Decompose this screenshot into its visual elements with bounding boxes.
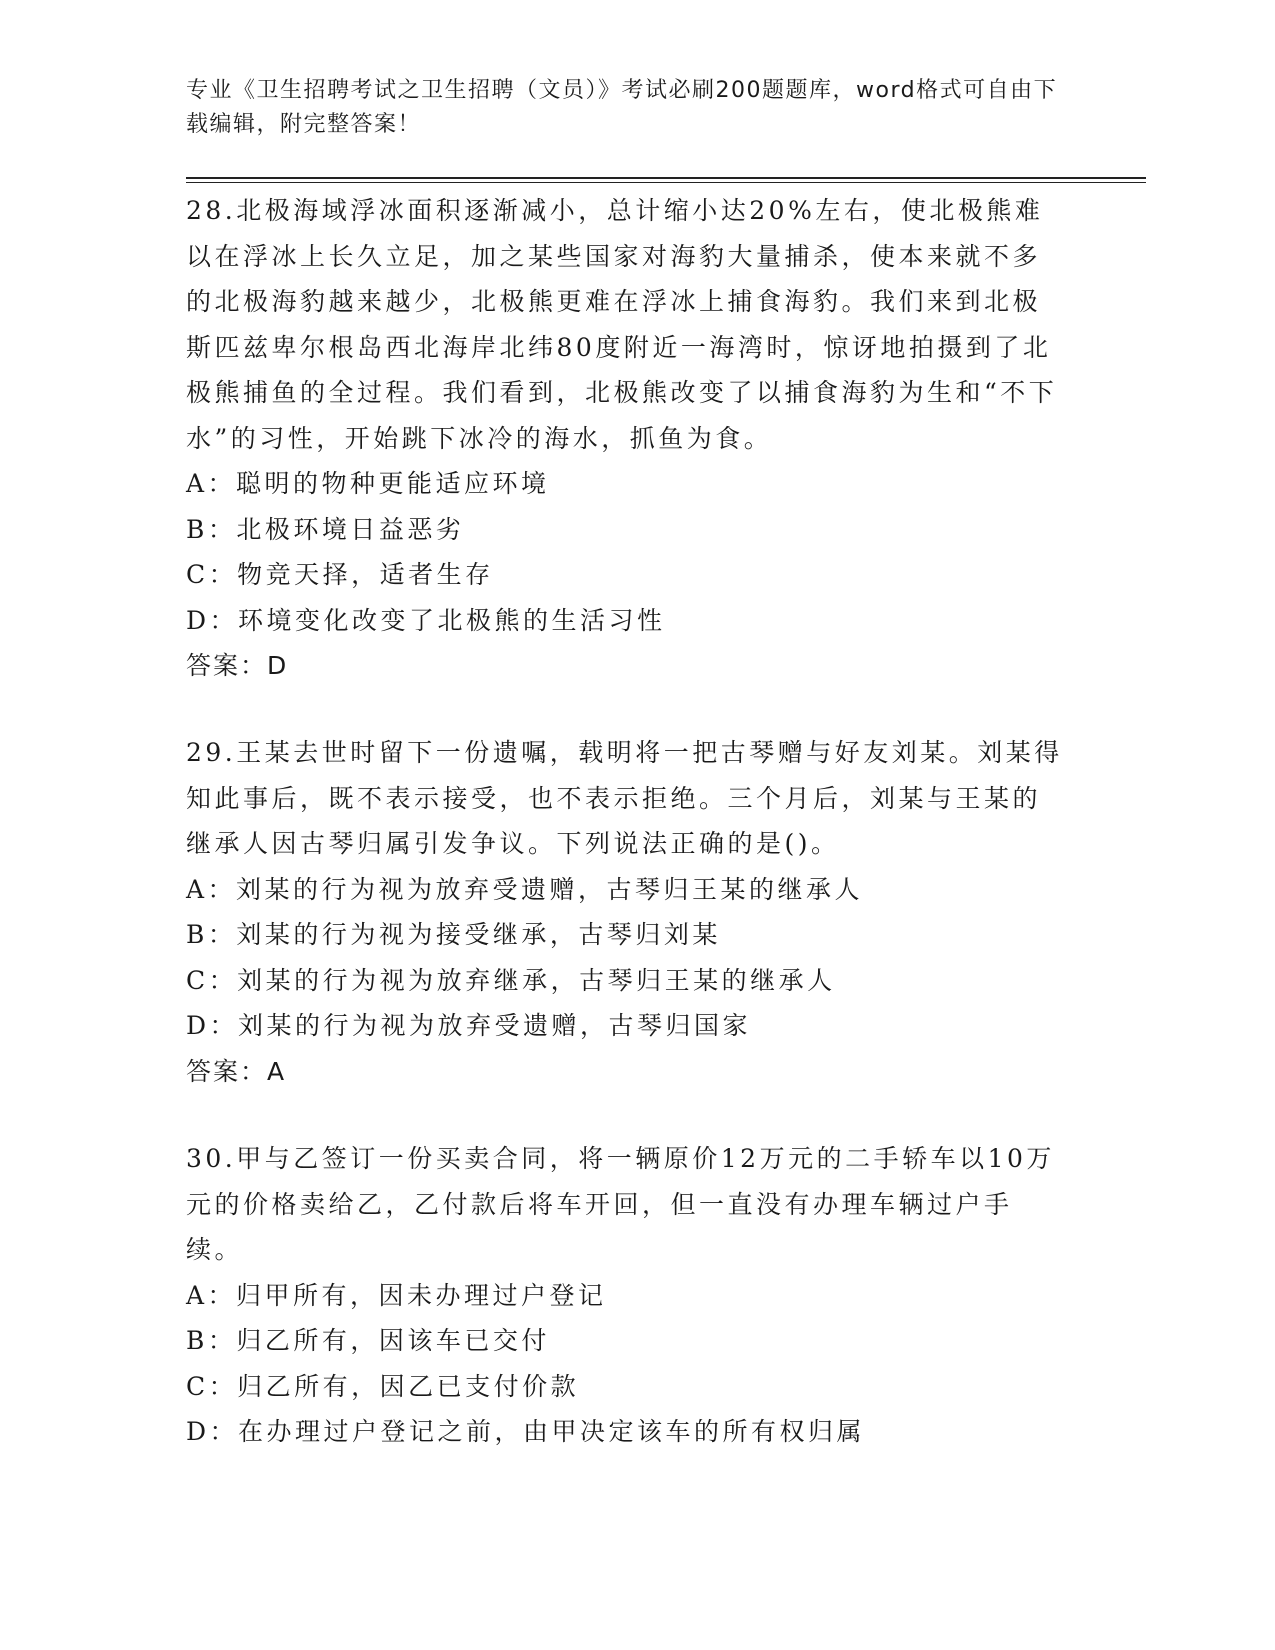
option-c: C：归乙所有，因乙已支付价款 — [186, 1371, 580, 1401]
option-b: B：归乙所有，因该车已交付 — [186, 1326, 550, 1355]
option-a: A：刘某的行为视为放弃受遗赠，古琴归王某的继承人 — [186, 874, 864, 904]
header-divider-thin — [186, 182, 1146, 183]
answer-line: 答案：D — [186, 651, 289, 680]
option-b: B：北极环境日益恶劣 — [186, 514, 465, 544]
question-stem: 29.王某去世时留下一份遗嘱，载明将一把古琴赠与好友刘某。刘某得知此事后，既不表示接受，也不表示拒绝。三个月后，刘某与王某的继承人因古琴归属引发争议。下列说法正确的是()。 — [186, 738, 1063, 858]
option-d: D：在办理过户登记之前，由甲决定该车的所有权归属 — [186, 1417, 866, 1446]
option-c: C：物竞天择，适者生存 — [186, 560, 494, 589]
question-29 — [186, 730, 1066, 1094]
option-d: D：刘某的行为视为放弃受遗赠，古琴归国家 — [186, 1011, 752, 1040]
question-stem: 30.甲与乙签订一份买卖合同，将一辆原价12万元的二手轿车以10万元的价格卖给乙，乙付款后将车开回，但一直没有办理车辆过户手续。 — [186, 1144, 1055, 1264]
option-b: B：刘某的行为视为接受继承，古琴归刘某 — [186, 920, 721, 949]
question-stem: 28.北极海域浮冰面积逐渐减小，总计缩小达20%左右，使北极熊难以在浮冰上长久立足，加之某些国家对海豹大量捕杀，使本来就不多的北极海豹越来越少，北极熊更难在浮冰上捕食海豹。我们来到北极斯匹兹卑尔根岛西北海岸北纬80度附近一海湾时，惊讶地拍摄到了北极熊捕鱼的全过程。我们看到，北极熊改变了以捕食海豹为生和“不下水”的习性，开始跳下冰冷的海水，抓鱼为食。 — [186, 196, 1058, 453]
answer-line: 答案：A — [186, 1056, 287, 1086]
option-c: C：刘某的行为视为放弃继承，古琴归王某的继承人 — [186, 965, 836, 995]
option-a: A：归甲所有，因未办理过户登记 — [186, 1280, 607, 1310]
header-divider-thick — [186, 177, 1146, 179]
option-a: A：聪明的物种更能适应环境 — [186, 469, 550, 498]
question-30 — [186, 1136, 1066, 1455]
page-header: 专业《卫生招聘考试之卫生招聘（文员）》考试必刷200题题库，word格式可自由下载编辑，附完整答案！ — [186, 78, 1058, 137]
option-d: D：环境变化改变了北极熊的生活习性 — [186, 605, 666, 635]
question-28 — [186, 188, 1066, 689]
